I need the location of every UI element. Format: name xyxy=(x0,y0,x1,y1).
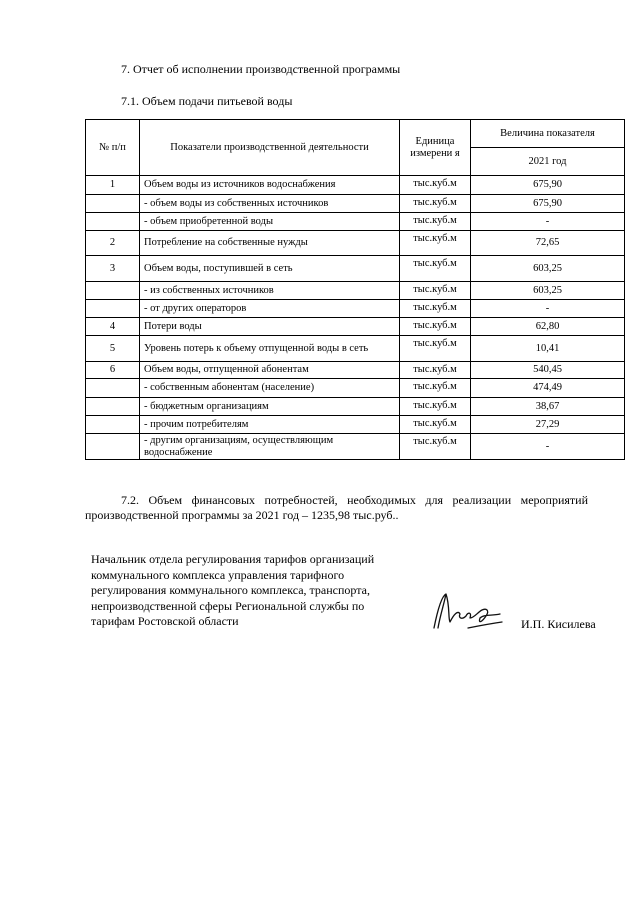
section-heading: 7. Отчет об исполнении производственной программы xyxy=(121,62,401,76)
row-value: 72,65 xyxy=(471,231,625,256)
row-value: 603,25 xyxy=(471,256,625,282)
table-row xyxy=(86,231,625,256)
header-num: № п/п xyxy=(86,120,140,176)
subsection-heading: 7.1. Объем подачи питьевой воды xyxy=(121,94,293,108)
row-number xyxy=(86,416,140,434)
row-indicator: - другим организациям, осуществляющим водоснабжение xyxy=(140,434,400,460)
row-number xyxy=(86,398,140,416)
table-row xyxy=(86,176,625,195)
row-indicator: - собственным абонентам (население) xyxy=(140,379,400,398)
row-unit: тыс.куб.м xyxy=(400,282,471,300)
row-unit: тыс.куб.м xyxy=(400,195,471,213)
row-number: 6 xyxy=(86,362,140,379)
row-value: 540,45 xyxy=(471,362,625,379)
row-unit: тыс.куб.м xyxy=(400,256,471,282)
signatory-title xyxy=(91,552,421,630)
row-unit: тыс.куб.м xyxy=(400,318,471,336)
row-number xyxy=(86,213,140,231)
row-indicator: - объем воды из собственных источников xyxy=(140,195,400,213)
row-number: 1 xyxy=(86,176,140,195)
row-unit: тыс.куб.м xyxy=(400,434,471,460)
row-unit: тыс.куб.м xyxy=(400,398,471,416)
signatory-line: непроизводственной сферы Региональной службы по xyxy=(91,598,365,613)
row-indicator: - из собственных источников xyxy=(140,282,400,300)
row-unit: тыс.куб.м xyxy=(400,416,471,434)
row-indicator: Объем воды из источников водоснабжения xyxy=(140,176,400,195)
table-row xyxy=(86,362,625,379)
header-year: 2021 год xyxy=(471,148,625,176)
row-value: - xyxy=(471,434,625,460)
row-number xyxy=(86,300,140,318)
row-value: 38,67 xyxy=(471,398,625,416)
table-row xyxy=(86,282,625,300)
signer-name: И.П. Кисилева xyxy=(521,617,596,631)
row-indicator: - объем приобретенной воды xyxy=(140,213,400,231)
row-value: - xyxy=(471,300,625,318)
row-indicator: Уровень потерь к объему отпущенной воды в сеть xyxy=(140,336,400,362)
row-unit: тыс.куб.м xyxy=(400,362,471,379)
row-indicator: Объем воды, отпущенной абонентам xyxy=(140,362,400,379)
row-indicator: - бюджетным организациям xyxy=(140,398,400,416)
table-row xyxy=(86,195,625,213)
row-value: - xyxy=(471,213,625,231)
row-number xyxy=(86,434,140,460)
row-unit: тыс.куб.м xyxy=(400,336,471,362)
row-value: 603,25 xyxy=(471,282,625,300)
row-unit: тыс.куб.м xyxy=(400,300,471,318)
row-indicator: - от других операторов xyxy=(140,300,400,318)
row-unit: тыс.куб.м xyxy=(400,176,471,195)
table-row xyxy=(86,336,625,362)
row-value: 62,80 xyxy=(471,318,625,336)
row-indicator: Объем воды, поступившей в сеть xyxy=(140,256,400,282)
row-indicator: Потери воды xyxy=(140,318,400,336)
row-value: 27,29 xyxy=(471,416,625,434)
table-body xyxy=(86,176,625,460)
signatory-line: коммунального комплекса управления тарифного xyxy=(91,567,345,582)
row-value: 675,90 xyxy=(471,195,625,213)
table-row xyxy=(86,434,625,460)
table-row xyxy=(86,256,625,282)
row-number xyxy=(86,195,140,213)
header-indicator: Показатели производственной деятельности xyxy=(140,120,400,176)
row-number: 4 xyxy=(86,318,140,336)
table-row xyxy=(86,416,625,434)
table-row xyxy=(86,318,625,336)
row-value: 675,90 xyxy=(471,176,625,195)
signatory-line: тарифам Ростовской области xyxy=(91,614,239,628)
table-row xyxy=(86,213,625,231)
signatory-line: регулирования коммунального комплекса, транспорта, xyxy=(91,583,370,597)
row-indicator: - прочим потребителям xyxy=(140,416,400,434)
table-row xyxy=(86,379,625,398)
water-supply-table xyxy=(85,119,625,460)
row-unit: тыс.куб.м xyxy=(400,231,471,256)
table-row xyxy=(86,300,625,318)
table-row xyxy=(86,398,625,416)
row-indicator: Потребление на собственные нужды xyxy=(140,231,400,256)
header-value: Величина показателя xyxy=(471,120,625,148)
row-number xyxy=(86,282,140,300)
row-number xyxy=(86,379,140,398)
row-number: 5 xyxy=(86,336,140,362)
handwritten-signature xyxy=(428,588,508,636)
header-unit: Единица измерени я xyxy=(400,120,471,176)
row-value: 10,41 xyxy=(471,336,625,362)
finance-paragraph: 7.2. Объем финансовых потребностей, необходимых для реализации мероприятий производственной программы за 2021 год – 1235,98 тыс.руб.. xyxy=(85,493,588,522)
row-number: 3 xyxy=(86,256,140,282)
row-unit: тыс.куб.м xyxy=(400,213,471,231)
signatory-line: Начальник отдела регулирования тарифов организаций xyxy=(91,552,375,566)
row-number: 2 xyxy=(86,231,140,256)
row-value: 474,49 xyxy=(471,379,625,398)
row-unit: тыс.куб.м xyxy=(400,379,471,398)
